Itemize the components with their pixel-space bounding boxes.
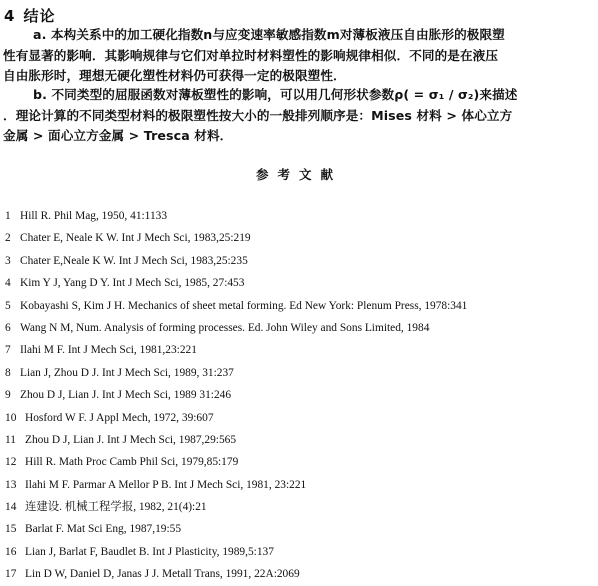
reference-number: 6 xyxy=(5,321,11,334)
reference-text: Chater E,Neale K W. Int J Mech Sci, 1983,25:235 xyxy=(20,254,248,267)
reference-number: 8 xyxy=(5,366,11,379)
conclusion-paragraph-a xyxy=(0,25,598,87)
paragraph-line: 自由胀形时，理想无硬化塑性材料仍可获得一定的极限塑性． xyxy=(3,68,346,83)
reference-text: Kim Y J, Yang D Y. Int J Mech Sci, 1985, 27:453 xyxy=(20,277,245,290)
reference-text: Zhou D J, Lian J. Int J Mech Sci, 1987,29:565 xyxy=(25,433,237,446)
reference-text: Wang N M, Num. Analysis of forming processes. Ed. John Wiley and Sons Limited, 1984 xyxy=(20,321,430,334)
reference-text: Lian J, Zhou D J. Int J Mech Sci, 1989, 31:237 xyxy=(20,366,234,379)
reference-item xyxy=(5,250,598,272)
reference-number: 16 xyxy=(5,545,17,558)
reference-item xyxy=(5,227,598,249)
reference-text: Lian J, Barlat F, Baudlet B. Int J Plasticity, 1989,5:137 xyxy=(25,545,274,558)
reference-item xyxy=(5,407,598,429)
section-heading xyxy=(4,5,55,26)
reference-item xyxy=(5,518,598,540)
reference-list xyxy=(5,205,598,586)
reference-text: Lin D W, Daniel D, Janas J J. Metall Trans, 1991, 22A:2069 xyxy=(25,568,300,581)
reference-number: 15 xyxy=(5,523,17,536)
paragraph-line: 性有显著的影响．其影响规律与它们对单拉时材料塑性的影响规律相似．不同的是在液压 xyxy=(3,47,499,63)
reference-number: 4 xyxy=(5,277,11,290)
reference-number: 10 xyxy=(5,411,17,424)
reference-number: 3 xyxy=(5,254,11,267)
paragraph-line: 金属 > 面心立方金属 > Tresca 材料． xyxy=(3,128,233,143)
reference-text: Chater E, Neale K W. Int J Mech Sci, 1983,25:219 xyxy=(20,232,251,245)
reference-item xyxy=(5,474,598,496)
reference-item xyxy=(5,205,598,227)
reference-item xyxy=(5,563,598,585)
paragraph-line: b. 不同类型的屈服函数对薄板塑性的影响，可以用几何形状参数ρ( = σ₁ / σ₂)来描述 xyxy=(33,87,518,102)
reference-item xyxy=(5,362,598,384)
reference-number: 13 xyxy=(5,478,17,491)
reference-number: 14 xyxy=(5,501,17,514)
section-title: 结论 xyxy=(23,7,56,25)
reference-item xyxy=(5,339,598,361)
reference-number: 5 xyxy=(5,299,11,312)
references-heading: 参考文献 xyxy=(255,167,342,182)
section-number: 4 xyxy=(4,7,16,25)
reference-number: 17 xyxy=(5,568,17,581)
reference-number: 1 xyxy=(5,210,11,222)
conclusion-paragraph-b xyxy=(0,85,598,147)
reference-number: 7 xyxy=(5,344,11,357)
reference-text: Ilahi M F. Int J Mech Sci, 1981,23:221 xyxy=(20,344,197,357)
reference-number: 9 xyxy=(5,389,11,402)
reference-item xyxy=(5,429,598,451)
reference-item xyxy=(5,496,598,518)
reference-number: 11 xyxy=(5,433,16,446)
reference-text: Barlat F. Mat Sci Eng, 1987,19:55 xyxy=(25,523,182,536)
reference-item xyxy=(5,541,598,563)
reference-text: Zhou D J, Lian J. Int J Mech Sci, 1989 31:246 xyxy=(20,389,232,402)
reference-text: Kobayashi S, Kim J H. Mechanics of sheet metal forming. Ed New York: Plenum Press, 1978:341 xyxy=(20,299,468,312)
reference-text: 连建设. 机械工程学报, 1982, 21(4):21 xyxy=(25,501,207,514)
reference-text: Hosford W F. J Appl Mech, 1972, 39:607 xyxy=(25,411,214,424)
paragraph-line: a. 本构关系中的加工硬化指数n与应变速率敏感指数m对薄板液压自由胀形的极限塑 xyxy=(33,27,505,42)
reference-item xyxy=(5,451,598,473)
reference-item xyxy=(5,295,598,317)
reference-item xyxy=(5,384,598,406)
reference-number: 12 xyxy=(5,456,17,469)
paragraph-line: ．理论计算的不同类型材料的极限塑性按大小的一般排列顺序是：Mises 材料 > 体心立方 xyxy=(3,107,513,123)
reference-item xyxy=(5,317,598,339)
reference-text: Hill R. Math Proc Camb Phil Sci, 1979,85:179 xyxy=(25,456,239,469)
reference-text: Hill R. Phil Mag, 1950, 41:1133 xyxy=(20,210,168,222)
reference-item xyxy=(5,272,598,294)
reference-text: Ilahi M F. Parmar A Mellor P B. Int J Mech Sci, 1981, 23:221 xyxy=(25,478,307,491)
reference-number: 2 xyxy=(5,232,11,245)
